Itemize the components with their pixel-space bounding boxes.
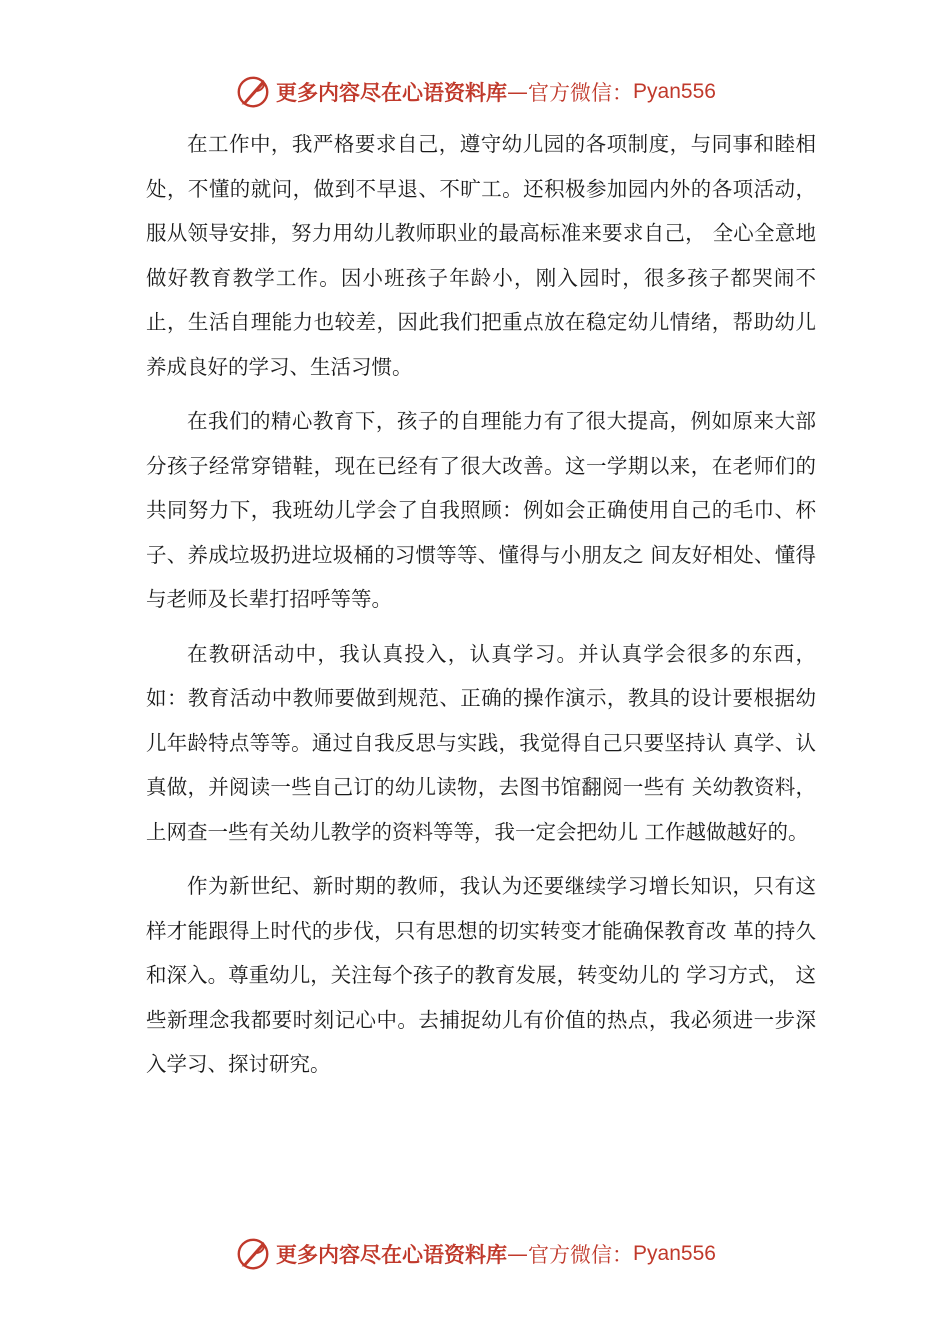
quill-logo-icon <box>234 1235 272 1273</box>
paragraph-3: 在教研活动中，我认真投入，认真学习。并认真学会很多的东西， 如：教育活动中教师要做到规范、正确的操作演示，教具的设计要根据幼儿年龄特点等等。通过自我反思与实践，我觉得自己只要坚持认 真学、认真做，并阅读一些自己订的幼儿读物，去图书馆翻阅一些有 关幼教资料，上网查一些有关幼儿教学的资料等等，我一定会把幼儿 工作越做越好的。 <box>146 641 816 844</box>
header-separator: — <box>507 80 529 104</box>
document-body <box>146 122 816 1087</box>
paragraph-4: 作为新世纪、新时期的教师，我认为还要继续学习增长知识，只有这样才能跟得上时代的步伐，只有思想的切实转变才能确保教育改 革的持久和深入。尊重幼儿，关注每个孩子的教育发展，转变幼儿的 学习方式， 这些新理念我都要时刻记心中。去捕捉幼儿有价值的热点，我必须进一步深入学习、探讨研究。 <box>146 874 816 1076</box>
header-title: 更多内容尽在心语资料库 <box>276 80 508 105</box>
paragraph-2: 在我们的精心教育下，孩子的自理能力有了很大提高，例如原来大部分孩子经常穿错鞋，现在已经有了很大改善。这一学期以来，在老师们的共同努力下，我班幼儿学会了自我照顾：例如会正确使用自己的毛巾、杯子、养成垃圾扔进垃圾桶的习惯等等、懂得与小朋友之 间友好相处、懂得与老师及长辈打招呼等等。 <box>146 409 816 611</box>
header-wechat-id: Pyan556 <box>633 80 716 103</box>
header-wechat-label: 官方微信： <box>528 81 634 105</box>
footer-banner <box>0 1232 950 1276</box>
footer-wechat-label: 官方微信： <box>528 1243 634 1267</box>
footer-separator: — <box>507 1242 529 1266</box>
footer-title: 更多内容尽在心语资料库 <box>276 1242 508 1267</box>
quill-logo-icon <box>234 73 272 111</box>
paragraph-1: 在工作中，我严格要求自己，遵守幼儿园的各项制度，与同事和睦相处，不懂的就问，做到不早退、不旷工。还积极参加园内外的各项活动，服从领导安排，努力用幼儿教师职业的最高标准来要求自己， 全心全意地做好教育教学工作。因小班孩子年龄小，刚入园时，很多孩子都哭闹不止，生活自理能力也较差，因此我们把重点放在稳定幼儿情绪，帮助幼儿养成良好的学习、生活习惯。 <box>146 132 816 379</box>
header-banner <box>0 70 950 114</box>
footer-wechat-id: Pyan556 <box>633 1242 716 1265</box>
